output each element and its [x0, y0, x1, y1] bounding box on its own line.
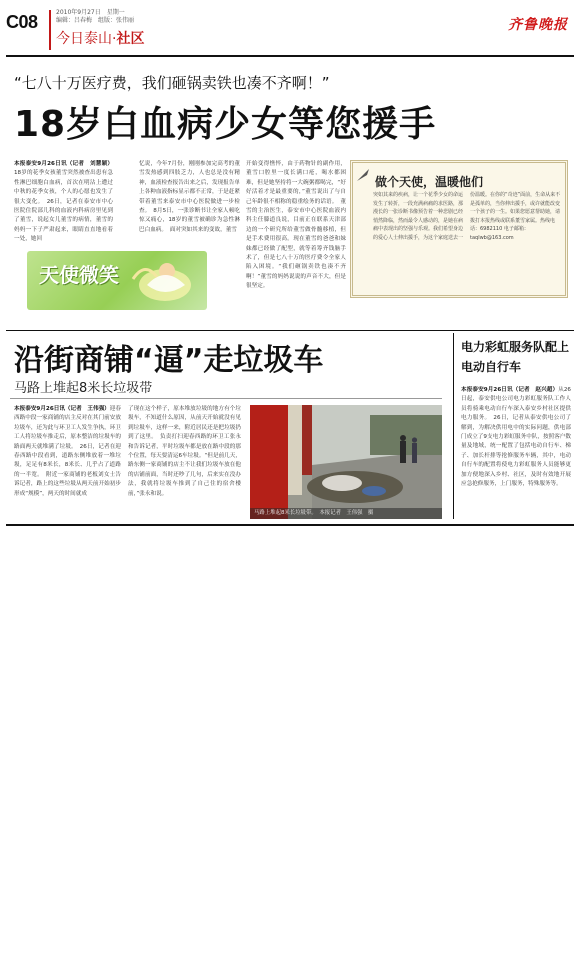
page-bottom-rule	[6, 524, 574, 526]
issue-date: 2010年9月27日 星期一	[56, 9, 125, 16]
page-number: C08	[6, 12, 38, 32]
sidebar-body: 突如其来的疾病，让一个花季少女的命运发生了转折，一段充满病痛的求医路，那漫长的一张诊断书像预告着一种悲剧已经悄然降临，然而最令人感动的，是她在病痛中表现出的坚强与乐观。我们希望身边的爱心人士伸出援手，为这个家庭送去一份温暖。在你的“奇迹”面前，生命从来不是孤单的，当你伸出援手，或许就能改变一个孩子的一生。如果您愿意帮助她，请拨打本报热线或联系董雪家属。热线电话：6982110 电子邮箱：taqlwb@163.com	[373, 192, 561, 241]
newspaper-logo: 齐鲁晚报	[508, 17, 568, 33]
story3-headline: 电力彩虹服务队配上电动自行车	[461, 340, 570, 374]
header-rule	[6, 55, 574, 57]
column-divider	[453, 333, 454, 519]
story1-column-3	[246, 160, 346, 312]
editor-credit: 编辑：吕春梅 组版：张伟丽	[56, 17, 135, 24]
story1-col1-text: 18岁的花季女孩董雪突然被查出患有急性淋巴细胞白血病，首次在明沾上遭过中秋的花季女孩，个人的心愿也发生了很大变化。 26日，记者在泰安市中心医院住院部儿科的血液内科病房里见到了董雪，说起女儿董雪的病情，董雪的妈妈一下子严肃起来，眼睛直直地看着一处，她回	[14, 170, 113, 243]
story2-column-1	[14, 405, 121, 519]
angel-figure-icon	[127, 255, 203, 307]
angel-banner-text: 天使微笑	[39, 263, 119, 287]
story2-rule	[10, 398, 442, 399]
section-name: 社区	[116, 31, 145, 47]
story2-col2-text: 了现在这个样子，原本堆放垃圾的地方有个垃圾车，不知道什么原因，从前天开始就没有见到垃圾车，这样一来，附近居民还是把垃圾扔到了这里。 负责打扫迎春西路的环卫工张永和告诉记者，平时垃圾车都是放在路中段的那个位置，每天要清运6车垃圾。“但是前几天，路东侧一家商铺的店主不让我们垃圾车放在他的店铺前面，当时还吵了几句，后来实在没办法，我就将垃圾车推到了自己住的宿舍楼前，”张永和说。	[128, 406, 241, 497]
sidebar-box	[350, 160, 568, 298]
story3-column	[461, 386, 571, 519]
story2-col1-text: 迎春西路中段一家商铺的店主反对在其门前安放垃圾车，还为此与环卫工人发生争执，环卫工人将垃圾车推走后，原本整洁的垃圾车的路面两天就堆满了垃圾。 26日，记者在迎春西路中段看到，道路东侧堆放着一堆垃圾，足足有8米长，8米长、几乎占了道路的一半宽。 附近一家商铺的老板刘女士告诉记者，路上的这些垃圾从两天前开始初步形成“规模”，两天的时间就成	[14, 406, 121, 497]
story1-col2-text: 忆说，今年7月份，刚刚参加完高考的董雪发热感到四肢乏力，人也总是没有精神，血液检查报告出来之后，发现报告单上各种血液指标显示都不正常，于是赶紧带着董雪来泰安市中心医院做进一步检查。 8月5日，一张诊断书让全家人顿吃惊又痛心，18岁的董雪被确诊为急性淋巴白血病。 面对突如其来的变故，董雪	[139, 161, 240, 233]
story2-byline: 本报泰安9月26日讯（记者 王伟强）	[14, 406, 110, 412]
street-garbage-photo	[250, 405, 442, 519]
story1-col3-text: 开始变得憔悴，由于药物针的副作用，董雪口腔里一度长满口疮，喝水都困难，但是她坚持将一大碗粥都喝完，“好好活着才是最重要的，”董雪说出了与自己年龄很不相称的稳重绘务的话语。 董雪的主治医生，泰安市中心医院血液内科主任滕道良说，目前正在联系天津部边的一个研究所给董雪做骨髓移植，但是手术费用很高。现在董雪的爸爸和妹妹都已经做了配型，就等着筹齐钱脑手术了，但是七八十万的医疗费令全家人陷入困境。“我们砸锅卖铁也凑不齐啊！”董雪的妈妈说说的声音不大，但是很坚定。	[246, 161, 346, 290]
angel-smile-banner	[27, 251, 207, 310]
story2-headline: 沿街商铺“逼”走垃圾车	[14, 343, 324, 378]
garbage-scene-image	[250, 405, 442, 519]
section-divider	[6, 330, 574, 331]
page-header	[6, 8, 574, 50]
sidebar-title: 做个天使，温暖他们	[375, 175, 484, 189]
story1-column-1	[14, 160, 113, 248]
story1-headline: 18岁白血病少女等您援手	[14, 104, 437, 145]
story3-byline: 本报泰安9月26日讯（记者 赵兴超）	[461, 387, 559, 393]
story2-subhead: 马路上堆起8米长垃圾带	[14, 381, 153, 396]
story2-column-2	[128, 405, 241, 519]
story1-byline: 本报泰安9月26日讯（记者 刘慧颖）	[14, 161, 113, 167]
section-prefix: 今日泰山·	[56, 31, 117, 47]
story1-kicker: “七八十万医疗费，我们砸锅卖铁也凑不齐啊！”	[14, 74, 330, 92]
photo-caption: 马路上堆起8米长垃圾带。 本报记者 王伟强 摄	[250, 508, 442, 519]
quill-icon	[355, 167, 371, 183]
header-accent-bar	[49, 10, 51, 50]
header-meta	[56, 9, 134, 25]
story3-text: 从26日起，泰安供电公司电力彩虹服务队工作人员将骑乘电动自行车深入泰安乡村社区提供电力服务。 26日，记者从泰安供电公司了解到，为解决供用电中的实际问题，供电部门成立了9支电力彩虹服务中队，按照客户数量及地域，统一配置了包括电动自行车、梯子、加长杆排等抢修服务车辆，其中，电动自行车的配置将使电力彩虹服务人员能够更加方便地深入乡村、社区，及时有效地开展应急抢修服务，上门服务，特殊服务等。	[461, 387, 571, 488]
section-title	[56, 28, 144, 48]
